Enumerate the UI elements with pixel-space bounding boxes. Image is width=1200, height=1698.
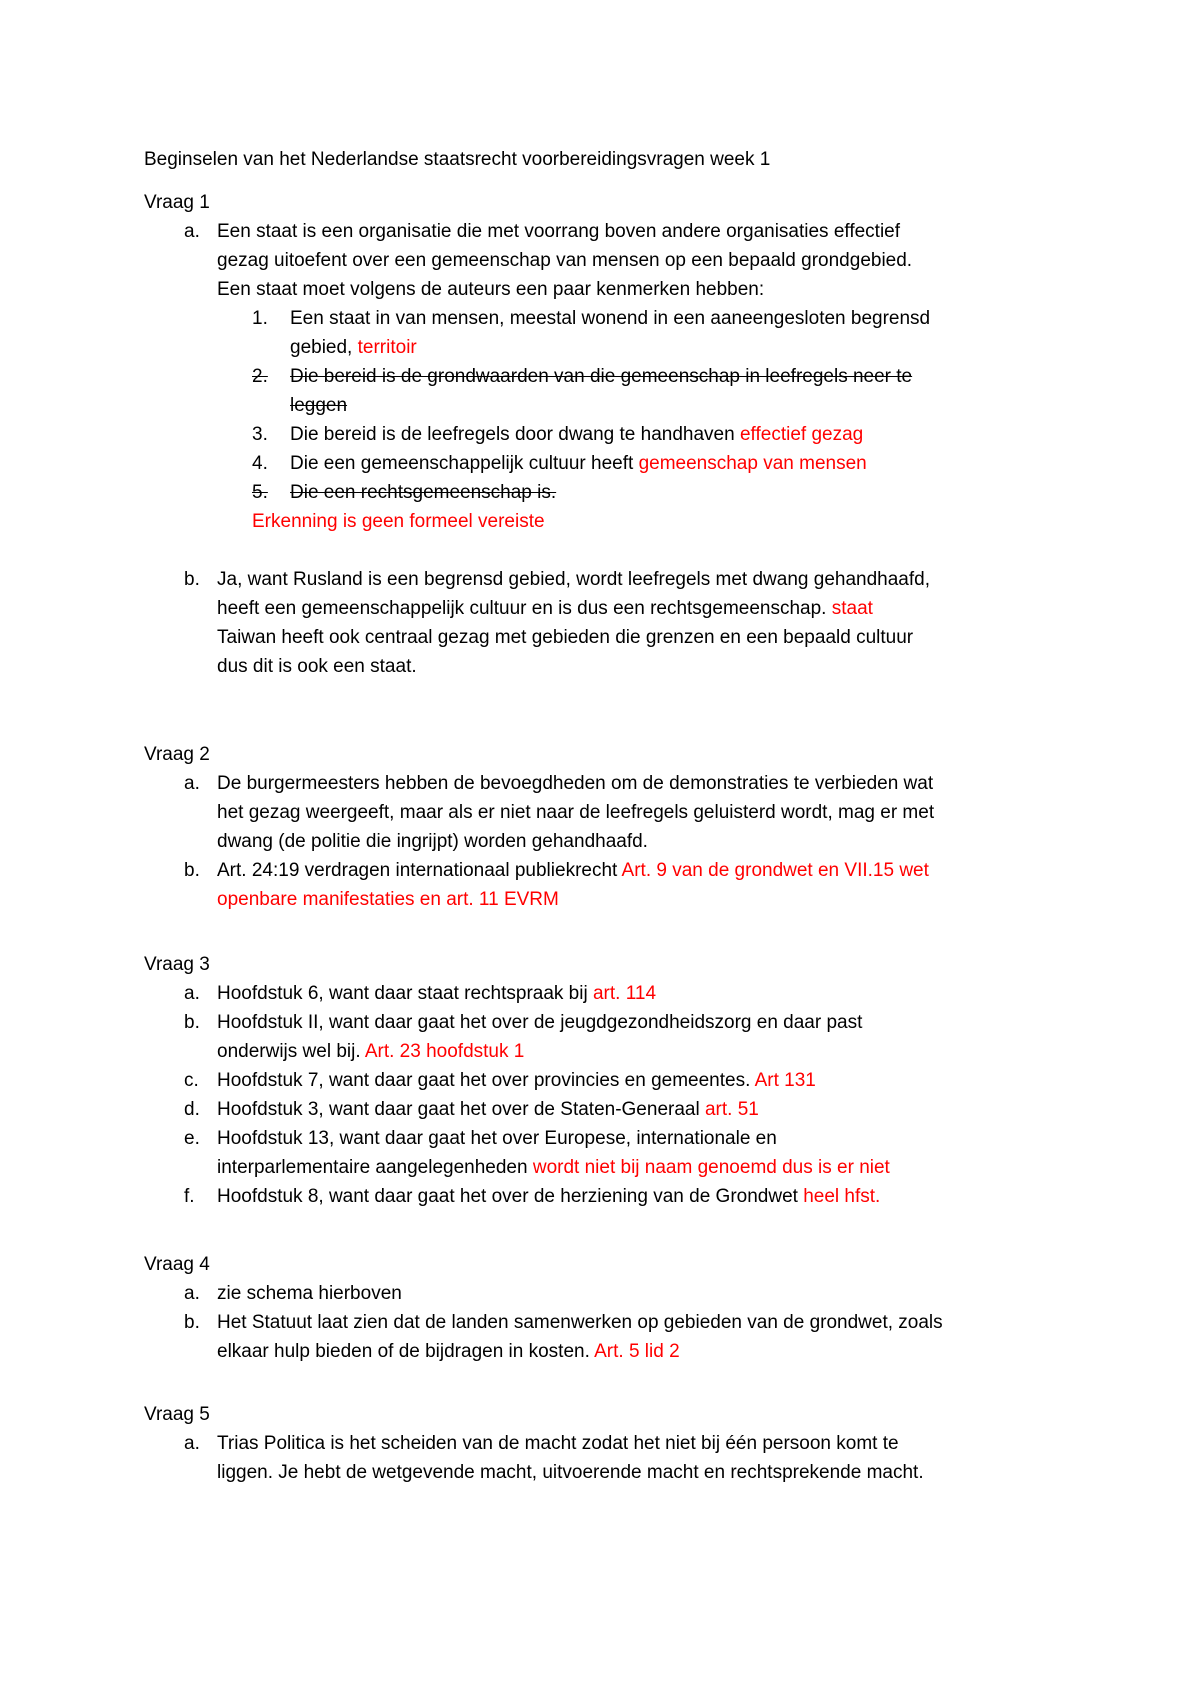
answer-line: Die bereid is de leefregels door dwang te handhaven [290,424,740,445]
list-marker: b. [184,569,200,590]
answer-line: Een staat moet volgens de auteurs een paar kenmerken hebben: [217,279,765,300]
red-annotation: effectief gezag [739,424,864,445]
criterion-1 [144,304,1094,362]
list-marker: 2. [252,366,268,387]
answer-4b [144,1308,1094,1366]
answer-line: Die een gemeenschappelijk cultuur heeft [290,453,639,474]
question-1 [144,188,1094,681]
answer-line: Art. 24:19 verdragen internationaal publiekrecht [217,860,622,881]
list-marker: b. [184,1312,200,1333]
answer-line: elkaar hulp bieden of de bijdragen in kosten. [217,1341,595,1362]
question-heading: Vraag 1 [144,192,210,213]
red-annotation: art. 114 [592,983,657,1004]
answer-line: zie schema hierboven [217,1283,402,1304]
question-heading: Vraag 3 [144,954,210,975]
list-marker: b. [184,1012,200,1033]
answer-4a [144,1279,1094,1308]
list-marker: a. [184,221,200,242]
answer-3b [144,1008,1094,1066]
red-annotation: wordt niet bij naam genoemd dus is er niet [532,1157,890,1178]
list-marker: c. [184,1070,199,1091]
answer-line: Ja, want Rusland is een begrensd gebied, wordt leefregels met dwang gehandhaafd, [217,569,930,590]
question-heading: Vraag 4 [144,1254,210,1275]
red-annotation: Art. 5 lid 2 [594,1341,680,1362]
answer-line: leggen [290,395,348,416]
answer-3f [144,1182,1094,1211]
answer-line: Het Statuut laat zien dat de landen samenwerken op gebieden van de grondwet, zoals [217,1312,943,1333]
answer-line: Hoofdstuk 13, want daar gaat het over Europese, internationale en [217,1128,777,1149]
answer-line: onderwijs wel bij. [217,1041,365,1062]
answer-line: Taiwan heeft ook centraal gezag met gebieden die grenzen en een bepaald cultuur [217,627,914,648]
question-5 [144,1400,1094,1487]
question-heading: Vraag 5 [144,1404,210,1425]
answer-line: Trias Politica is het scheiden van de macht zodat het niet bij één persoon komt te [217,1433,899,1454]
list-marker: 5. [252,482,268,503]
answer-line: gezag uitoefent over een gemeenschap van mensen op een bepaald grondgebied. [217,250,913,271]
answer-line: dwang (de politie die ingrijpt) worden gehandhaafd. [217,831,648,852]
answer-1a [144,217,1094,304]
list-marker: f. [184,1186,195,1207]
criterion-2-struck [144,362,1094,420]
list-marker: a. [184,1283,200,1304]
answer-line: Die een rechtsgemeenschap is. [290,482,557,503]
red-annotation: staat [831,598,873,619]
list-marker: 1. [252,308,268,329]
answer-line: Hoofdstuk 8, want daar gaat het over de herziening van de Grondwet [217,1186,804,1207]
red-annotation: art. 51 [704,1099,759,1120]
answer-line: Die bereid is de grondwaarden van die gemeenschap in leefregels neer te [290,366,913,387]
answer-2a [144,769,1094,856]
list-marker: d. [184,1099,200,1120]
list-marker: a. [184,1433,200,1454]
list-marker: a. [184,773,200,794]
question-2 [144,740,1094,914]
criterion-4 [144,449,1094,478]
spacer [144,536,1094,565]
answer-2b [144,856,1094,914]
red-annotation: openbare manifestaties en art. 11 EVRM [217,889,559,910]
answer-line: interparlementaire aangelegenheden [217,1157,533,1178]
red-note: Erkenning is geen formeel vereiste [252,511,545,532]
red-annotation: gemeenschap van mensen [638,453,867,474]
answer-line: Hoofdstuk 6, want daar staat rechtspraak bij [217,983,593,1004]
red-annotation: Art 131 [754,1070,816,1091]
answer-3e [144,1124,1094,1182]
red-annotation: territoir [357,337,417,358]
list-marker: a. [184,983,200,1004]
answer-line: Hoofdstuk 3, want daar gaat het over de Staten-Generaal [217,1099,705,1120]
answer-line: het gezag weergeeft, maar als er niet naar de leefregels geluisterd wordt, mag er met [217,802,935,823]
answer-line: Een staat in van mensen, meestal wonend in een aaneengesloten begrensd [290,308,931,329]
red-annotation: Art. 23 hoofdstuk 1 [364,1041,525,1062]
list-marker: b. [184,860,200,881]
answer-5a [144,1429,1094,1487]
answer-3c [144,1066,1094,1095]
red-annotation: heel hfst. [803,1186,881,1207]
question-3 [144,950,1094,1211]
document-title: Beginselen van het Nederlandse staatsrecht voorbereidingsvragen week 1 [144,149,771,170]
answer-line: gebied, [290,337,358,358]
criterion-3 [144,420,1094,449]
question-4 [144,1250,1094,1366]
answer-line: heeft een gemeenschappelijk cultuur en is dus een rechtsgemeenschap. [217,598,832,619]
criterion-5-struck [144,478,1094,507]
list-marker: e. [184,1128,200,1149]
answer-1b [144,565,1094,681]
answer-line: Hoofdstuk 7, want daar gaat het over provincies en gemeentes. [217,1070,755,1091]
answer-line: Een staat is een organisatie die met voorrang boven andere organisaties effectief [217,221,901,242]
answer-line: De burgermeesters hebben de bevoegdheden om de demonstraties te verbieden wat [217,773,934,794]
list-marker: 4. [252,453,268,474]
answer-line: Hoofdstuk II, want daar gaat het over de jeugdgezondheidszorg en daar past [217,1012,863,1033]
answer-line: dus dit is ook een staat. [217,656,417,677]
answer-3a [144,979,1094,1008]
list-marker: 3. [252,424,268,445]
question-heading: Vraag 2 [144,744,210,765]
answer-line: liggen. Je hebt de wetgevende macht, uitvoerende macht en rechtsprekende macht. [217,1462,924,1483]
answer-3d [144,1095,1094,1124]
red-annotation: Art. 9 van de grondwet en VII.15 wet [621,860,929,881]
